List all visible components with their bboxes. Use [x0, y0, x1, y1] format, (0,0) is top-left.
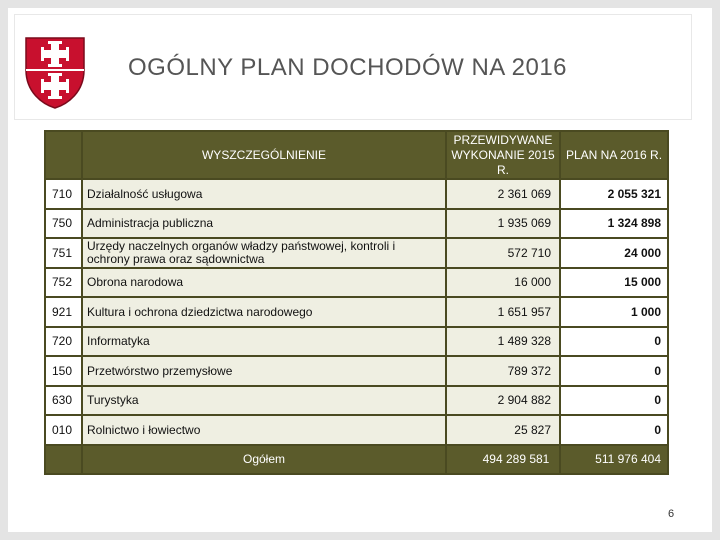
table-row — [45, 268, 668, 298]
row-value-2016: 0 — [560, 415, 668, 445]
row-value-2016: 1 000 — [560, 297, 668, 327]
row-description: Przetwórstwo przemysłowe — [82, 356, 446, 386]
page-number: 6 — [668, 508, 675, 520]
row-code: 150 — [45, 356, 82, 386]
row-code: 752 — [45, 268, 82, 298]
row-value-2015: 572 710 — [446, 238, 560, 268]
total-value-2015: 494 289 581 — [446, 445, 560, 474]
row-value-2015: 2 361 069 — [446, 179, 560, 209]
total-value-2016: 511 976 404 — [560, 445, 668, 474]
row-value-2016: 0 — [560, 327, 668, 357]
table-total-row — [45, 445, 668, 474]
table-row — [45, 356, 668, 386]
row-value-2015: 1 935 069 — [446, 209, 560, 239]
table-row — [45, 297, 668, 327]
header-description: WYSZCZEGÓLNIENIE — [82, 131, 446, 179]
row-value-2015: 1 489 328 — [446, 327, 560, 357]
row-code: 750 — [45, 209, 82, 239]
row-value-2016: 0 — [560, 386, 668, 416]
row-code: 921 — [45, 297, 82, 327]
row-description: Rolnictwo i łowiectwo — [82, 415, 446, 445]
total-label: Ogółem — [82, 445, 446, 474]
row-description: Działalność usługowa — [82, 179, 446, 209]
table-row — [45, 179, 668, 209]
row-code: 751 — [45, 238, 82, 268]
row-value-2015: 25 827 — [446, 415, 560, 445]
row-description: Informatyka — [82, 327, 446, 357]
row-description: Turystyka — [82, 386, 446, 416]
row-code: 720 — [45, 327, 82, 357]
row-description: Urzędy naczelnych organów władzy państwowej, kontroli i ochrony prawa oraz sądownictwa — [82, 238, 446, 268]
row-value-2016: 2 055 321 — [560, 179, 668, 209]
table-row — [45, 415, 668, 445]
row-description: Obrona narodowa — [82, 268, 446, 298]
row-code: 630 — [45, 386, 82, 416]
header-forecast-2015: PRZEWIDYWANE WYKONANIE 2015 R. — [446, 131, 560, 179]
row-value-2016: 15 000 — [560, 268, 668, 298]
header-code — [45, 131, 82, 179]
table-row — [45, 386, 668, 416]
table-header — [45, 131, 668, 179]
table-row — [45, 238, 668, 268]
row-value-2015: 1 651 957 — [446, 297, 560, 327]
row-code: 710 — [45, 179, 82, 209]
total-code — [45, 445, 82, 474]
header-plan-2016: PLAN NA 2016 R. — [560, 131, 668, 179]
coat-of-arms-icon — [24, 36, 86, 110]
table-row — [45, 209, 668, 239]
row-value-2016: 0 — [560, 356, 668, 386]
row-description: Kultura i ochrona dziedzictwa narodowego — [82, 297, 446, 327]
row-description: Administracja publiczna — [82, 209, 446, 239]
row-value-2015: 16 000 — [446, 268, 560, 298]
row-value-2016: 24 000 — [560, 238, 668, 268]
row-code: 010 — [45, 415, 82, 445]
row-value-2015: 789 372 — [446, 356, 560, 386]
table-row — [45, 327, 668, 357]
row-value-2016: 1 324 898 — [560, 209, 668, 239]
budget-table — [44, 130, 669, 475]
row-value-2015: 2 904 882 — [446, 386, 560, 416]
page-title: OGÓLNY PLAN DOCHODÓW NA 2016 — [128, 54, 568, 81]
